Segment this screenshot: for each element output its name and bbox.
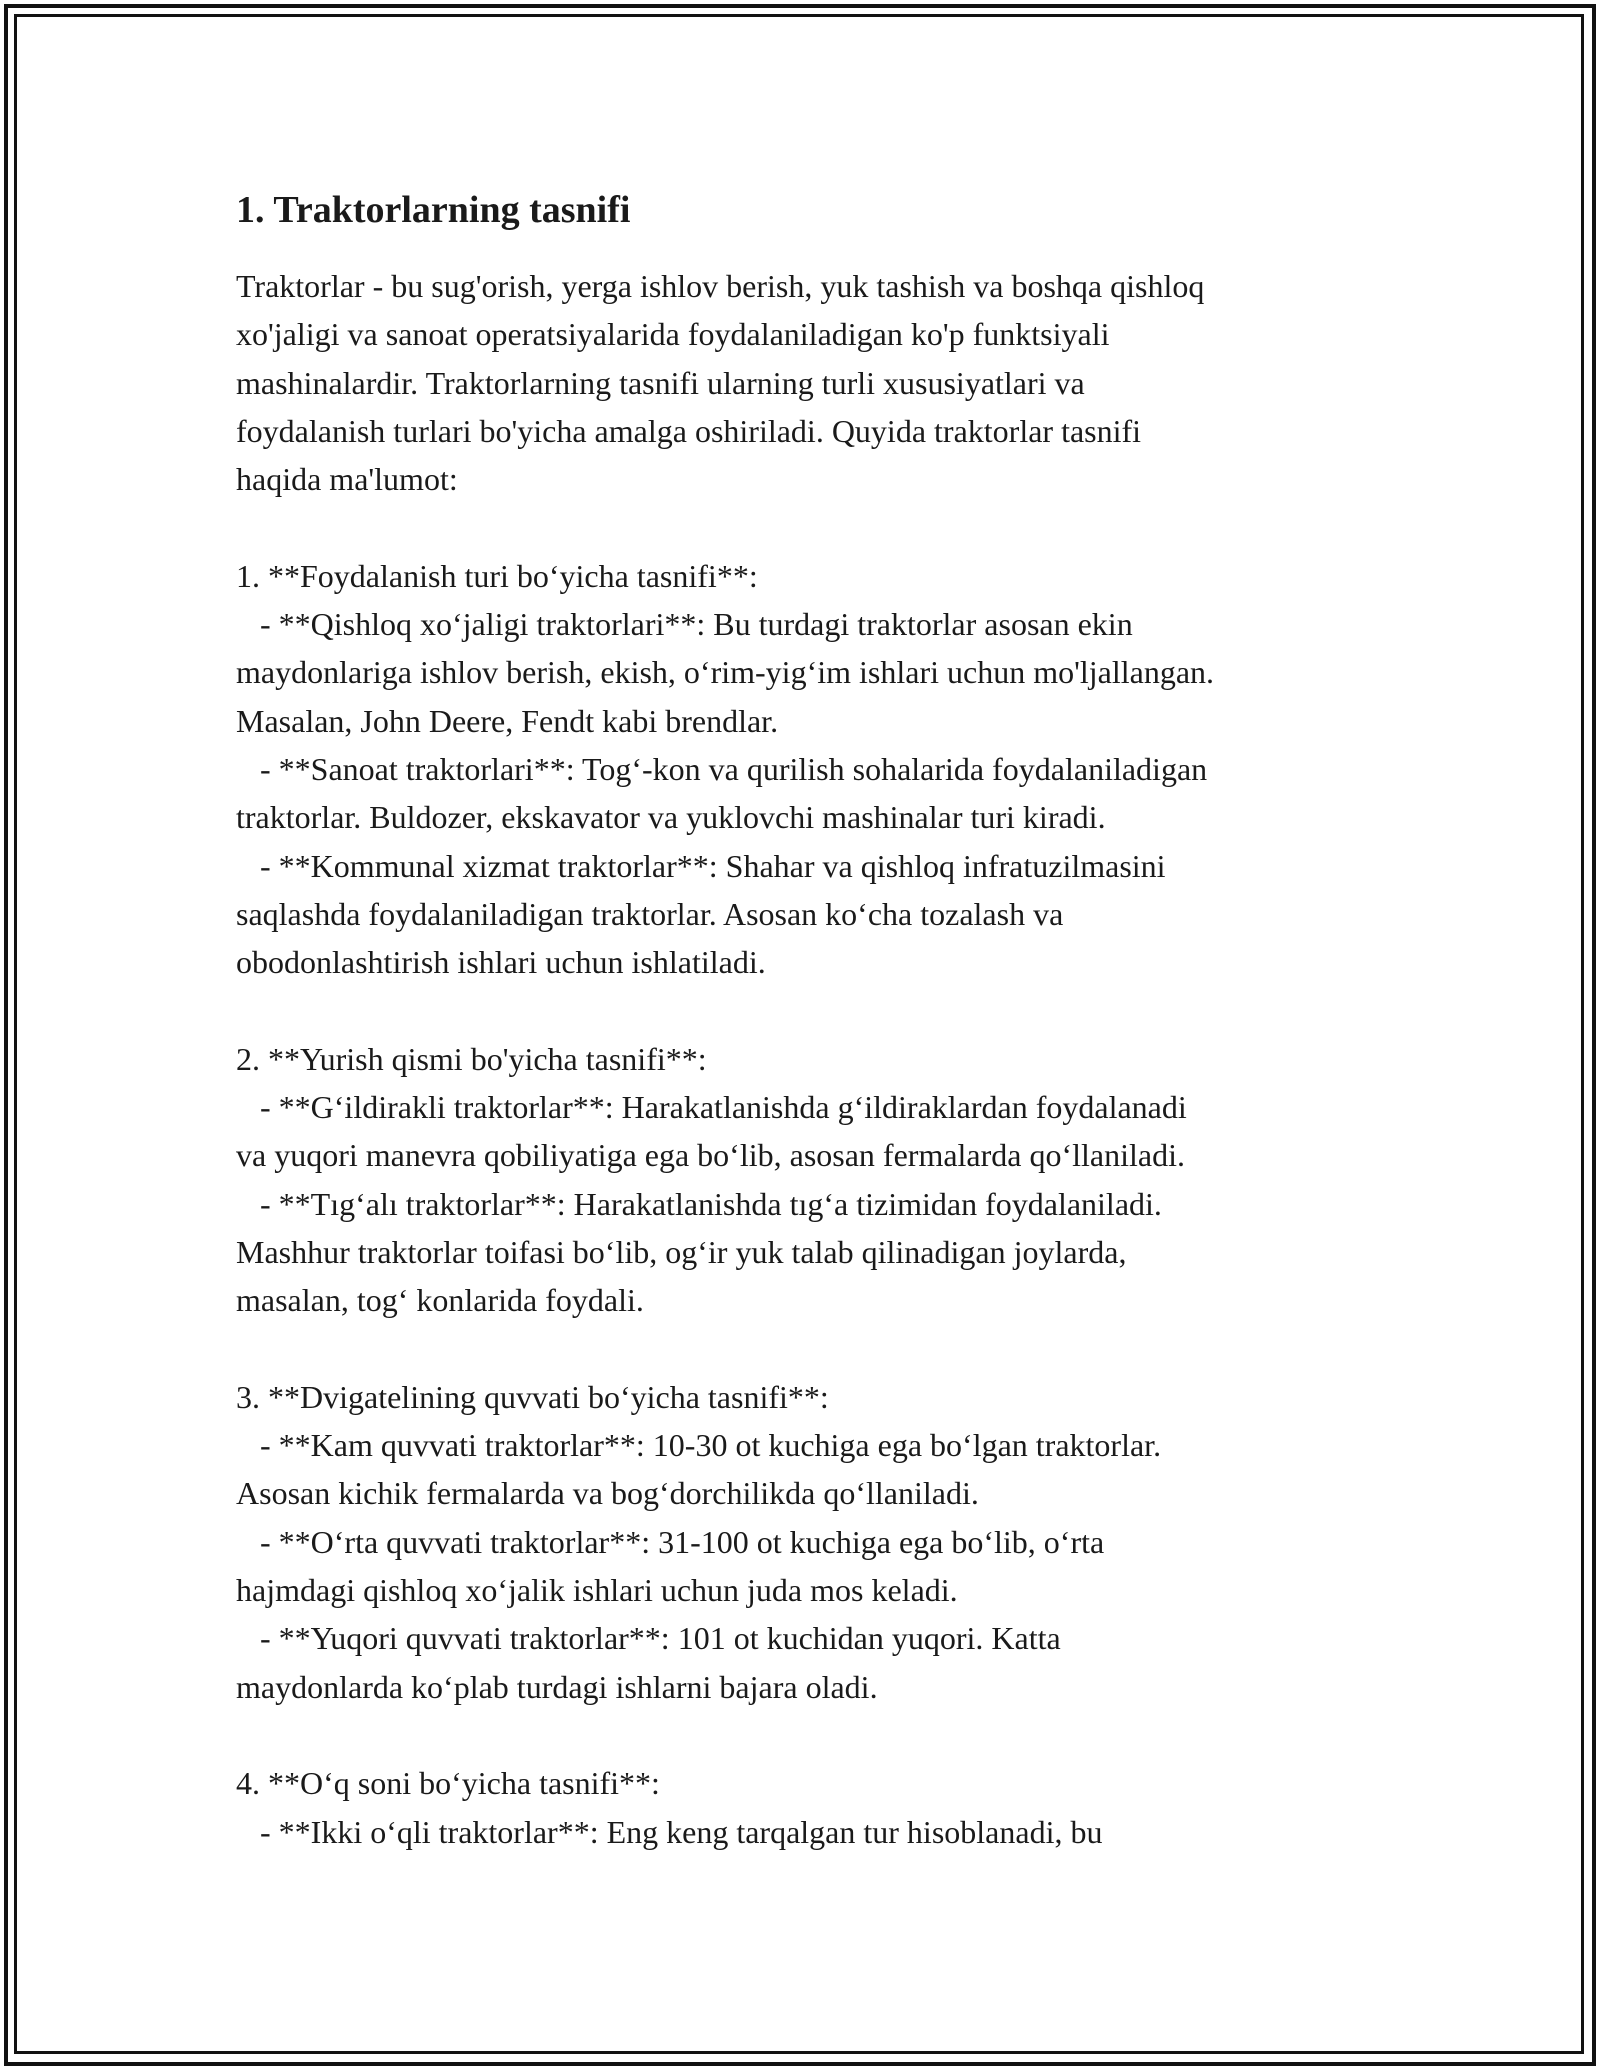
text-line: 3. **Dvigatelining quvvati bo‘yicha tasnifi**: bbox=[236, 1378, 829, 1415]
document-text bbox=[236, 262, 1366, 1856]
text-line: - **Tıg‘alı traktorlar**: Harakatlanishda tıg‘a tizimidan foydalaniladi. bbox=[236, 1185, 1162, 1222]
text-line: Mashhur traktorlar toifasi bo‘lib, og‘ir yuk talab qilinadigan joylarda, bbox=[236, 1233, 1127, 1270]
paragraph-gap bbox=[236, 986, 1366, 1034]
text-line: obodonlashtirish ishlari uchun ishlatiladi. bbox=[236, 944, 766, 981]
text-line: hajmdagi qishloq xo‘jalik ishlari uchun juda mos keladi. bbox=[236, 1572, 958, 1609]
text-line: - **Sanoat traktorlari**: Tog‘-kon va qurilish sohalarida foydalaniladigan bbox=[236, 750, 1208, 787]
text-line: saqlashda foydalaniladigan traktorlar. Asosan ko‘cha tozalash va bbox=[236, 895, 1064, 932]
text-line: - **Yuqori quvvati traktorlar**: 101 ot kuchidan yuqori. Katta bbox=[236, 1620, 1061, 1657]
page-title: 1. Traktorlarning tasnifi bbox=[236, 189, 631, 231]
text-line: - **Kommunal xizmat traktorlar**: Shahar va qishloq infratuzilmasini bbox=[236, 847, 1166, 884]
text-line: traktorlar. Buldozer, ekskavator va yuklovchi mashinalar turi kiradi. bbox=[236, 799, 1106, 836]
text-line: 2. **Yurish qismi bo'yicha tasnifi**: bbox=[236, 1040, 707, 1077]
document-body bbox=[236, 186, 1366, 1856]
paragraph-gap bbox=[236, 1325, 1366, 1373]
text-line: Asosan kichik fermalarda va bog‘dorchilikda qo‘llaniladi. bbox=[236, 1475, 979, 1512]
classification-section bbox=[236, 1373, 1366, 1711]
text-line: - **Qishloq xo‘jaligi traktorlari**: Bu turdagi traktorlar asosan ekin bbox=[236, 606, 1133, 643]
classification-section bbox=[236, 1759, 1366, 1856]
paragraph-gap bbox=[236, 503, 1366, 551]
text-line: - **O‘rta quvvati traktorlar**: 31-100 ot kuchiga ega bo‘lib, o‘rta bbox=[236, 1523, 1105, 1560]
text-line: maydonlariga ishlov berish, ekish, o‘rim-yig‘im ishlari uchun mo'ljallangan. bbox=[236, 654, 1215, 691]
text-line: foydalanish turlari bo'yicha amalga oshiriladi. Quyida traktorlar tasnifi bbox=[236, 412, 1142, 449]
text-line: xo'jaligi va sanoat operatsiyalarida foydalaniladigan ko'p funktsiyali bbox=[236, 316, 1110, 353]
text-line: 1. **Foydalanish turi bo‘yicha tasnifi**: bbox=[236, 557, 758, 594]
text-line: - **Kam quvvati traktorlar**: 10-30 ot kuchiga ega bo‘lgan traktorlar. bbox=[236, 1427, 1162, 1464]
intro-paragraph bbox=[236, 262, 1366, 503]
classification-section bbox=[236, 552, 1366, 987]
paragraph-gap bbox=[236, 1711, 1366, 1759]
text-line: - **G‘ildirakli traktorlar**: Harakatlanishda g‘ildiraklardan foydalanadi bbox=[236, 1089, 1187, 1126]
text-line: 4. **O‘q soni bo‘yicha tasnifi**: bbox=[236, 1765, 660, 1802]
classification-section bbox=[236, 1035, 1366, 1325]
text-line: Masalan, John Deere, Fendt kabi brendlar. bbox=[236, 702, 779, 739]
text-line: mashinalardir. Traktorlarning tasnifi ularning turli xususiyatlari va bbox=[236, 364, 1085, 401]
text-line: haqida ma'lumot: bbox=[236, 461, 458, 498]
text-line: va yuqori manevra qobiliyatiga ega bo‘lib, asosan fermalarda qo‘llaniladi. bbox=[236, 1137, 1185, 1174]
text-line: masalan, tog‘ konlarida foydali. bbox=[236, 1282, 644, 1319]
text-line: Traktorlar - bu sug'orish, yerga ishlov berish, yuk tashish va boshqa qishloq bbox=[236, 268, 1205, 304]
text-line: maydonlarda ko‘plab turdagi ishlarni bajara oladi. bbox=[236, 1668, 878, 1705]
text-line: - **Ikki o‘qli traktorlar**: Eng keng tarqalgan tur hisoblanadi, bu bbox=[236, 1813, 1103, 1850]
